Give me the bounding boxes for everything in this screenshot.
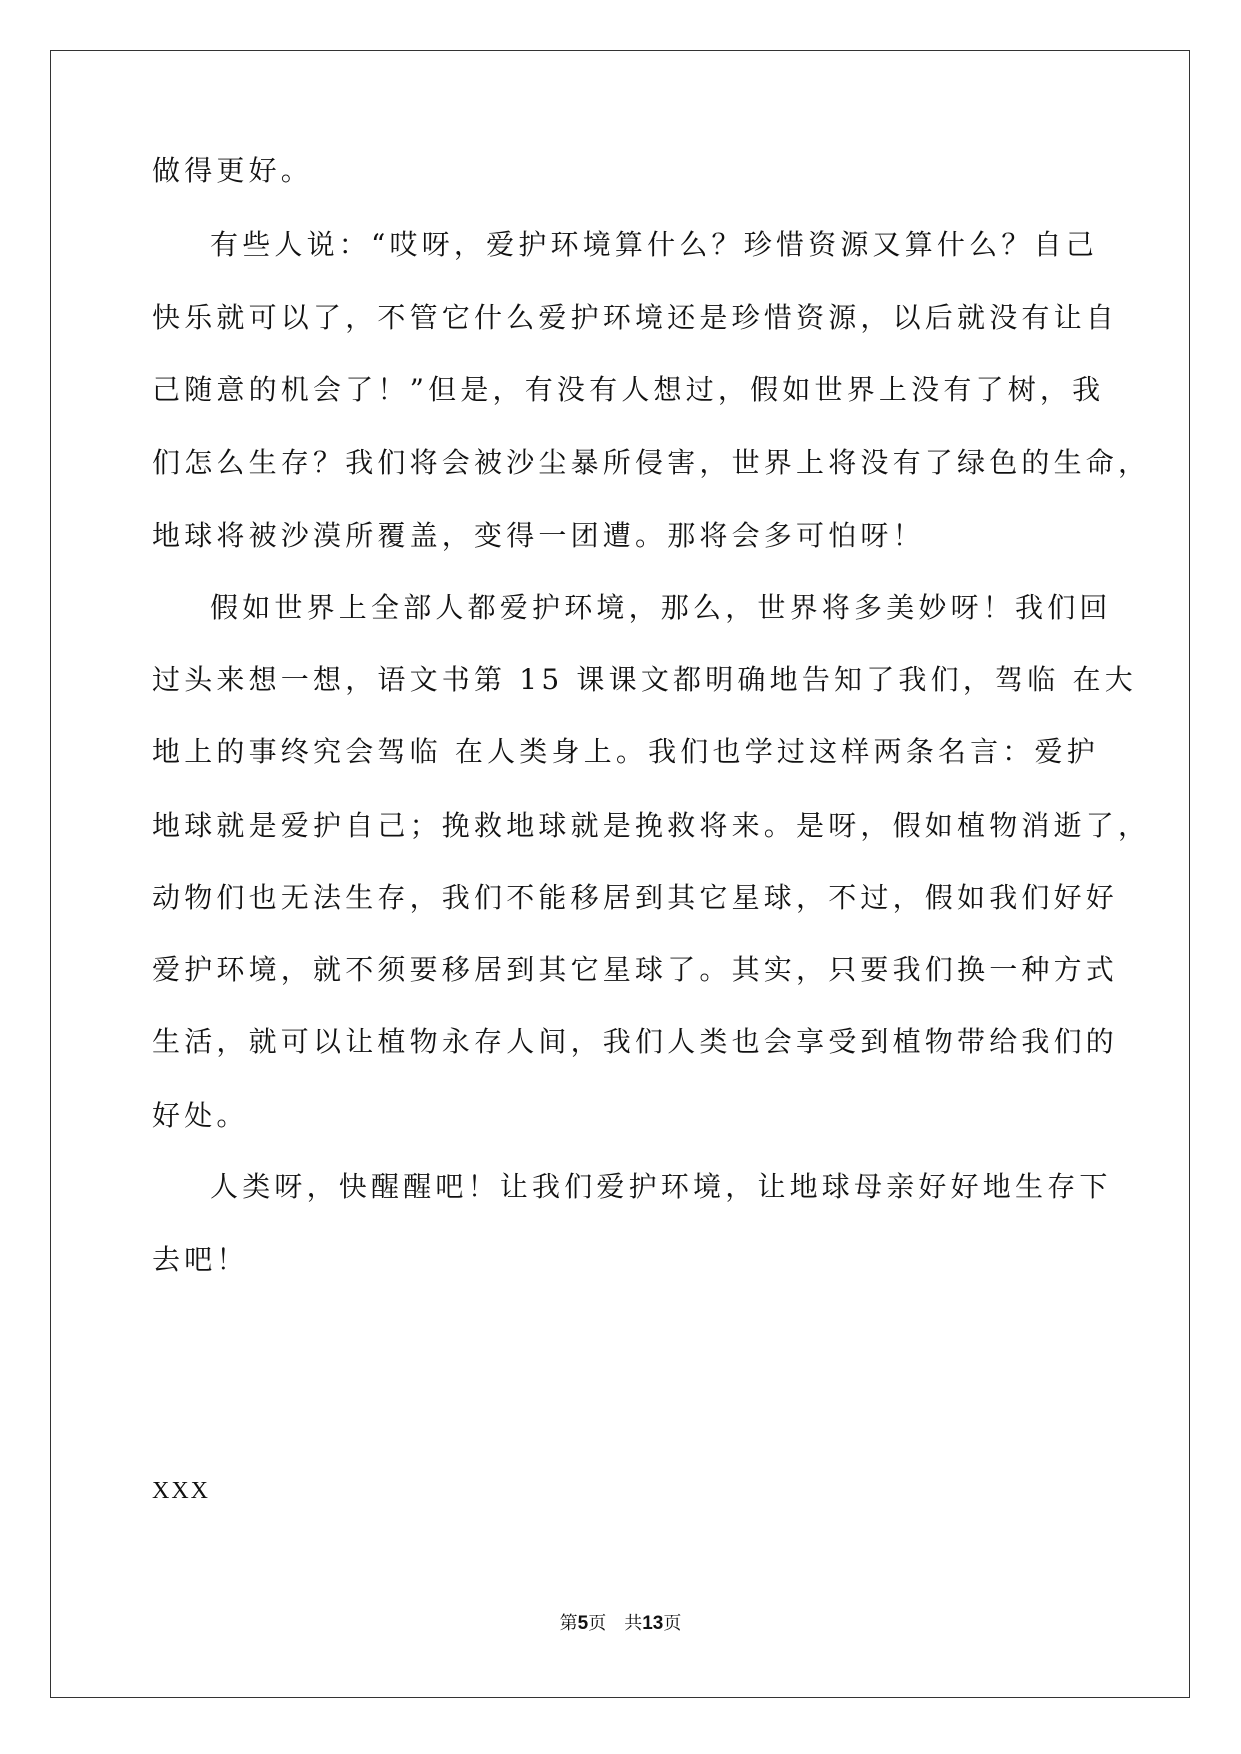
paragraph-line: 做得更好。 bbox=[152, 154, 314, 187]
page-border bbox=[50, 50, 1190, 1698]
page-footer bbox=[0, 1612, 1241, 1636]
page-suffix: 页 bbox=[588, 1613, 607, 1634]
signature: XXX bbox=[152, 1478, 210, 1504]
paragraph-line: 地球就是爱护自己；挽救地球就是挽救将来。是呀，假如植物消逝了， bbox=[152, 809, 1151, 842]
paragraph-line: 爱护环境，就不须要移居到其它星球了。其实，只要我们换一种方式 bbox=[152, 953, 1119, 986]
paragraph-line: 生活，就可以让植物永存人间，我们人类也会享受到植物带给我们的 bbox=[152, 1025, 1119, 1058]
paragraph-line: 过头来想一想，语文书第 15 课课文都明确地告知了我们，驾临 在大 bbox=[152, 663, 1137, 696]
total-prefix: 共 bbox=[624, 1613, 643, 1634]
paragraph-line: 地上的事终究会驾临 在人类身上。我们也学过这样两条名言：爱护 bbox=[152, 735, 1099, 768]
paragraph-line: 快乐就可以了，不管它什么爱护环境还是珍惜资源，以后就没有让自 bbox=[152, 301, 1119, 334]
paragraph-line: 地球将被沙漠所覆盖，变得一团遭。那将会多可怕呀！ bbox=[152, 519, 925, 552]
total-pages: 13 bbox=[642, 1613, 664, 1634]
paragraph-line: 人类呀，快醒醒吧！让我们爱护环境，让地球母亲好好地生存下 bbox=[210, 1170, 1112, 1203]
paragraph-line: 们怎么生存？我们将会被沙尘暴所侵害，世界上将没有了绿色的生命， bbox=[152, 446, 1151, 479]
paragraph-line: 假如世界上全部人都爱护环境，那么，世界将多美妙呀！我们回 bbox=[210, 591, 1112, 624]
page-prefix: 第 bbox=[559, 1613, 578, 1634]
page-number: 5 bbox=[577, 1613, 589, 1634]
paragraph-line: 有些人说：“哎呀，爱护环境算什么？珍惜资源又算什么？自己 bbox=[210, 228, 1098, 261]
paragraph-line: 去吧！ bbox=[152, 1243, 249, 1276]
paragraph-line: 己随意的机会了！”但是，有没有人想过，假如世界上没有了树，我 bbox=[152, 373, 1105, 406]
paragraph-line: 好处。 bbox=[152, 1099, 249, 1132]
paragraph-line: 动物们也无法生存，我们不能移居到其它星球，不过，假如我们好好 bbox=[152, 881, 1119, 914]
total-suffix: 页 bbox=[663, 1613, 682, 1634]
